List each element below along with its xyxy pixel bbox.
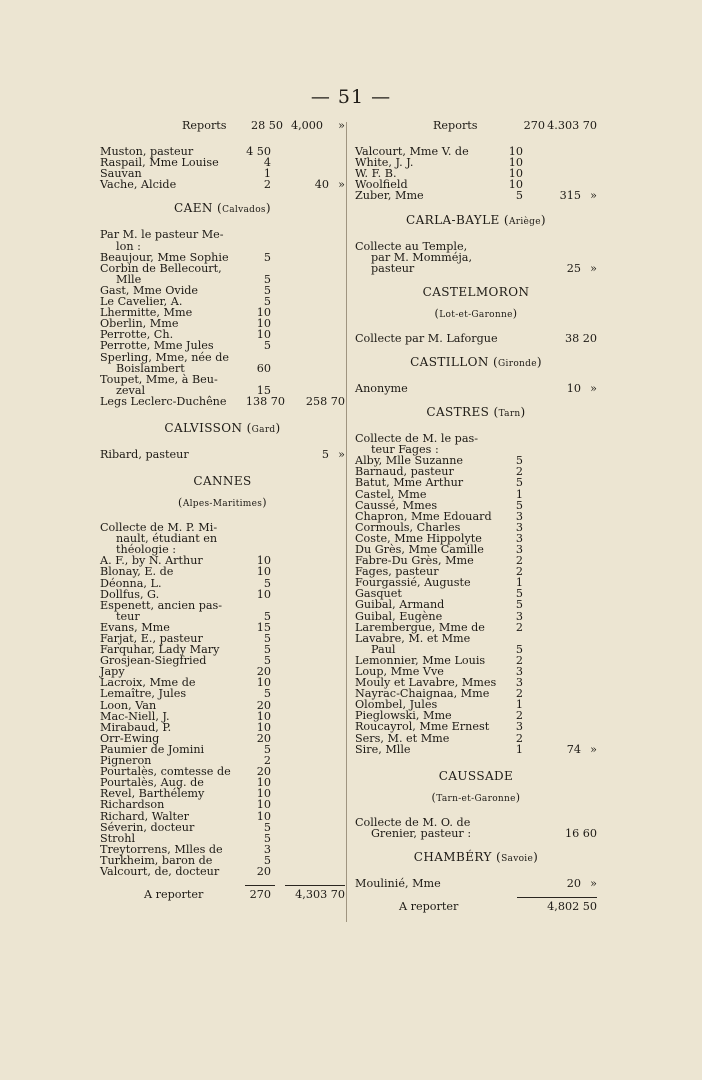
entry-name: Cormouls, Charles	[355, 520, 461, 534]
entry-subtotal-mark: »	[338, 178, 345, 192]
total-rule	[245, 885, 275, 886]
right-group-1	[355, 146, 597, 201]
entry-amount: 3	[515, 676, 523, 690]
entry-amount: 1	[515, 576, 523, 590]
entry-amount: 10	[256, 306, 271, 320]
a-reporter-value-1: 270	[249, 888, 271, 902]
page-number: — 51 —	[310, 86, 392, 108]
list-item	[100, 700, 345, 711]
entry-amount: 2	[515, 465, 523, 479]
entry-name: Pigneron	[100, 754, 152, 768]
entry-subtotal: 16 60	[564, 826, 597, 840]
caussade-lines	[355, 817, 597, 839]
moulinie-line	[355, 878, 597, 889]
entry-amount: 15	[256, 383, 271, 397]
entry-name: White, J. J.	[355, 156, 414, 170]
entry-amount: 10	[508, 156, 523, 170]
entry-name: Strohl	[100, 831, 136, 845]
entry-amount: 5	[263, 632, 271, 645]
entry-amount: 5	[263, 250, 271, 264]
entry-subtotal: 40	[314, 178, 329, 192]
entry-text: Collecte au Temple,	[355, 239, 468, 253]
entry-name: Turkheim, baron de	[100, 853, 213, 867]
entry-subtotal: 20	[566, 876, 581, 890]
entry-name: Mac-Niell, J.	[100, 709, 170, 723]
entry-name: Olombel, Jules	[355, 698, 438, 712]
entry-name: Roucayrol, Mme Ernest	[355, 720, 490, 734]
entry-amount: 10	[256, 798, 271, 812]
list-item	[100, 811, 345, 822]
entry-amount: 5	[263, 687, 271, 701]
entry-name: Lemaître, Jules	[100, 687, 187, 701]
carla-bayle-lines	[355, 241, 597, 274]
entry-name: Toupet, Mme, à Beu-	[100, 372, 218, 386]
entry-name: Lacroix, Mme de	[100, 676, 196, 690]
right-column	[355, 120, 597, 912]
entry-name: Batut, Mme Arthur	[355, 476, 464, 490]
entry-amount: 5	[263, 609, 271, 623]
entry-name: Muston, pasteur	[100, 145, 194, 159]
entry-amount: 10	[256, 554, 271, 568]
entry-name: Anonyme	[355, 381, 408, 395]
section-heading-cannes: CANNES	[193, 474, 252, 489]
list-item	[100, 566, 345, 577]
entry-name: Nayrac-Chaignaa, Mme	[355, 687, 490, 701]
entry-amount: 15	[256, 620, 271, 634]
entry-amount: 3	[515, 520, 523, 534]
section-heading-caen: CAEN (Calvados)	[174, 201, 271, 216]
entry-subtotal: 25	[566, 261, 581, 275]
reports-label: Reports	[433, 119, 478, 132]
entry-amount: 10	[256, 709, 271, 723]
text-line	[100, 229, 345, 240]
text-line	[355, 828, 597, 839]
entry-amount: 5	[515, 642, 523, 656]
a-reporter-label: A reporter	[144, 888, 204, 902]
entry-name: Mouly et Lavabre, Mmes	[355, 676, 497, 690]
entry-amount: 5	[263, 831, 271, 845]
entry-name: Vache, Alcide	[100, 178, 177, 192]
section-subheading-castelmoron: (Lot-et-Garonne)	[434, 306, 518, 320]
entry-amount: 3	[515, 531, 523, 545]
entry-text: Par M. le pasteur Me-	[100, 228, 224, 242]
list-item	[100, 866, 345, 877]
list-item	[100, 179, 345, 190]
reports-value-1: 28 50	[250, 119, 283, 132]
entry-text: Grenier, pasteur :	[371, 826, 472, 840]
list-item	[100, 655, 345, 666]
list-item	[355, 611, 597, 622]
entry-name: Alby, Mlle Suzanne	[355, 454, 464, 468]
a-reporter-line	[100, 889, 345, 900]
entry-subtotal-mark: »	[590, 876, 597, 890]
entry-text: teur Fages :	[371, 443, 439, 457]
entry-name: Ribard, pasteur	[100, 447, 189, 461]
castres-list	[355, 455, 597, 755]
entry-name: Sers, M. et Mme	[355, 731, 450, 745]
left-column	[100, 120, 345, 900]
entry-text: pasteur	[371, 261, 415, 275]
text-line	[355, 263, 597, 274]
entry-name: Collecte par M. Laforgue	[355, 331, 498, 345]
entry-amount: 20	[256, 765, 271, 779]
entry-amount: 3	[515, 609, 523, 623]
entry-subtotal-mark: »	[338, 447, 345, 461]
entry-name: Lhermitte, Mme	[100, 306, 193, 320]
entry-subtotal: 258 70	[305, 394, 345, 408]
entry-amount: 10	[508, 167, 523, 181]
entry-subtotal: 5	[321, 447, 329, 461]
text-line	[100, 241, 345, 252]
column-divider	[346, 122, 347, 922]
entry-name: Dollfus, G.	[100, 587, 160, 601]
entry-amount: 2	[515, 620, 523, 634]
entry-name: Loup, Mme Vve	[355, 665, 444, 678]
list-item	[100, 340, 345, 351]
entry-name: Valcourt, de, docteur	[100, 864, 220, 878]
section-subheading-caussade: (Tarn-et-Garonne)	[431, 790, 521, 804]
entry-name: Japy	[100, 665, 125, 679]
list-item	[100, 352, 345, 363]
entry-amount: 5	[515, 587, 523, 601]
a-reporter-value-2: 4,303 70	[295, 888, 345, 902]
entry-name: Espenett, ancien pas-	[100, 598, 223, 612]
entry-name: Paul	[371, 642, 396, 656]
entry-amount: 2	[515, 653, 523, 667]
entry-amount: 5	[263, 576, 271, 590]
entry-amount: 10	[508, 145, 523, 159]
total-rule	[517, 897, 597, 898]
entry-name: zeval	[116, 383, 146, 397]
entry-name: Treytorrens, Mlles de	[100, 842, 223, 856]
reports-line	[355, 120, 597, 131]
entry-amount: 1	[263, 167, 271, 181]
entry-amount: 3	[515, 542, 523, 556]
entry-name: Larembergue, Mme de	[355, 620, 485, 634]
section-heading-calvisson: CALVISSON (Gard)	[164, 420, 281, 435]
entry-text: par M. Momméja,	[371, 250, 473, 264]
entry-amount: 1	[515, 698, 523, 712]
entry-amount: 5	[263, 654, 271, 668]
entry-name: A. F., by N. Arthur	[100, 554, 203, 568]
castres-intro	[355, 433, 597, 455]
entry-name: Lemonnier, Mme Louis	[355, 653, 486, 667]
list-item	[355, 190, 597, 201]
entry-name: Du Grès, Mme Camille	[355, 542, 484, 556]
entry-amount: 20	[256, 731, 271, 745]
entry-name: Guibal, Eugène	[355, 609, 443, 623]
entry-amount: 10	[256, 565, 271, 579]
entry-amount: 5	[263, 742, 271, 756]
section-heading-chambery: CHAMBÉRY (Savoie)	[413, 849, 539, 864]
entry-name: Evans, Mme	[100, 620, 170, 634]
entry-name: Barnaud, pasteur	[355, 465, 454, 479]
a-reporter-label: A reporter	[399, 900, 459, 914]
reports-line	[100, 120, 345, 131]
entry-amount: 5	[515, 476, 523, 490]
entry-name: Paumier de Jomini	[100, 742, 205, 756]
entry-name: Revel, Barthélemy	[100, 787, 205, 801]
list-item	[100, 688, 345, 699]
entry-amount: 10	[256, 587, 271, 601]
entry-subtotal: 38 20	[564, 331, 597, 345]
entry-name: Déonna, L.	[100, 576, 162, 590]
entry-name: Lavabre, M. et Mme	[355, 631, 471, 645]
entry-amount: 4 50	[246, 145, 271, 159]
a-reporter-line	[355, 901, 597, 912]
entry-name: Fourgassié, Auguste	[355, 576, 471, 590]
entry-amount: 5	[263, 295, 271, 309]
entry-amount: 5	[263, 853, 271, 867]
section-heading-caussade: CAUSSADE	[438, 768, 514, 783]
list-item	[100, 578, 345, 589]
entry-name: Richardson	[100, 798, 165, 812]
entry-name: Pieglowski, Mme	[355, 709, 452, 723]
entry-amount: 5	[515, 598, 523, 612]
castelmoron-line	[355, 333, 597, 344]
entry-name: Zuber, Mme	[355, 189, 424, 203]
entry-amount: 10	[256, 787, 271, 801]
entry-amount: 10	[256, 317, 271, 331]
entry-name: Beaujour, Mme Sophie	[100, 250, 229, 264]
entry-name: Legs Leclerc-Duchêne	[100, 394, 227, 408]
a-reporter-value: 4,802 50	[547, 900, 597, 914]
entry-name: Séverin, docteur	[100, 820, 195, 834]
reports-value-1: 270	[523, 119, 545, 132]
entry-amount: 5	[515, 498, 523, 512]
total-rule	[285, 885, 345, 886]
entry-amount: 60	[256, 361, 271, 375]
entry-subtotal-mark: »	[590, 189, 597, 203]
anonyme-line	[355, 383, 597, 394]
entry-name: Raspail, Mme Louise	[100, 156, 219, 170]
entry-name: Sire, Mlle	[355, 742, 411, 756]
entry-amount: 138 70	[245, 394, 285, 408]
entry-name: Richard, Walter	[100, 809, 190, 823]
list-item	[100, 799, 345, 810]
cannes-intro	[100, 522, 345, 555]
entry-amount: 2	[263, 178, 271, 192]
entry-amount: 10	[256, 328, 271, 342]
entry-text: nault, étudiant en	[116, 532, 218, 546]
entry-name: Pourtalès, comtesse de	[100, 765, 231, 779]
cannes-list	[100, 555, 345, 877]
entry-name: Gasquet	[355, 587, 402, 601]
left-group-1	[100, 146, 345, 190]
entry-amount: 10	[256, 676, 271, 690]
entry-amount: 20	[256, 864, 271, 878]
entry-name: Chapron, Mme Edouard	[355, 509, 492, 523]
entry-name: Gast, Mme Ovide	[100, 283, 199, 297]
entry-subtotal-mark: »	[590, 742, 597, 756]
entry-name: W. F. B.	[355, 167, 397, 181]
section-heading-castillon: CASTILLON (Gironde)	[410, 354, 542, 369]
section-subheading-cannes: (Alpes-Maritimes)	[178, 496, 267, 510]
entry-amount: 10	[256, 776, 271, 790]
entry-amount: 2	[515, 554, 523, 568]
list-item	[355, 599, 597, 610]
entry-amount: 10	[256, 720, 271, 734]
entry-name: Farquhar, Lady Mary	[100, 643, 220, 657]
list-item	[355, 721, 597, 732]
entry-name: Sauvan	[100, 167, 142, 181]
list-item	[100, 822, 345, 833]
entry-amount: 4	[263, 156, 271, 170]
entry-amount: 2	[515, 687, 523, 701]
entry-name: teur	[116, 609, 140, 623]
entry-amount: 3	[515, 509, 523, 523]
entry-amount: 10	[256, 809, 271, 823]
list-item	[355, 733, 597, 744]
entry-name: Castel, Mme	[355, 487, 427, 501]
entry-amount: 20	[256, 698, 271, 712]
entry-name: Fages, pasteur	[355, 565, 439, 579]
entry-name: Guibal, Armand	[355, 598, 445, 612]
entry-amount: 3	[515, 665, 523, 678]
entry-amount: 5	[263, 272, 271, 286]
list-item	[355, 489, 597, 500]
reports-label: Reports	[182, 119, 227, 132]
entry-amount: 5	[263, 283, 271, 297]
list-item	[355, 744, 597, 755]
reports-value-2: 4.303 70	[547, 119, 597, 132]
text-line	[355, 241, 597, 252]
entry-name: Sperling, Mme, née de	[100, 350, 230, 364]
entry-name: Oberlin, Mme	[100, 317, 179, 331]
caen-list	[100, 252, 345, 396]
entry-subtotal-mark: »	[590, 261, 597, 275]
entry-subtotal: 10	[566, 381, 581, 395]
entry-name: Grosjean-Siegfried	[100, 654, 207, 668]
entry-name: Valcourt, Mme V. de	[355, 145, 469, 159]
entry-name: Orr-Ewing	[100, 731, 160, 745]
entry-name: Coste, Mme Hippolyte	[355, 531, 482, 545]
entry-amount: 5	[515, 189, 523, 203]
entry-amount: 2	[515, 709, 523, 723]
entry-subtotal-mark: »	[590, 381, 597, 395]
entry-amount: 2	[515, 565, 523, 579]
entry-name: Perrotte, Mme Jules	[100, 339, 214, 353]
entry-name: Perrotte, Ch.	[100, 328, 174, 342]
entry-text: Collecte de M. O. de	[355, 815, 471, 829]
entry-name: Farjat, E., pasteur	[100, 632, 203, 645]
entry-amount: 10	[508, 178, 523, 192]
section-heading-castres: CASTRES (Tarn)	[426, 405, 526, 420]
entry-text: Collecte de M. le pas-	[355, 432, 479, 446]
entry-subtotal: 315	[559, 189, 581, 203]
entry-amount: 5	[515, 454, 523, 468]
entry-name: Le Cavelier, A.	[100, 295, 183, 309]
entry-amount: 5	[263, 820, 271, 834]
section-heading-castelmoron: CASTELMORON	[422, 284, 530, 299]
caen-intro	[100, 229, 345, 251]
entry-amount: 1	[515, 742, 523, 756]
list-item	[355, 477, 597, 488]
entry-name: Mirabaud, P.	[100, 720, 172, 734]
legs-line	[100, 396, 345, 407]
entry-name: Mlle	[116, 272, 142, 286]
section-heading-carla-bayle: CARLA-BAYLE (Ariège)	[406, 212, 546, 227]
entry-name: Moulinié, Mme	[355, 876, 441, 890]
entry-amount: 3	[263, 842, 271, 856]
entry-text: lon :	[116, 239, 141, 253]
entry-amount: 5	[263, 643, 271, 657]
entry-name: Blonay, E. de	[100, 565, 174, 579]
entry-name: Caussé, Mmes	[355, 498, 438, 512]
entry-name: Pourtalès, Aug. de	[100, 776, 204, 790]
reports-value-3: »	[338, 119, 345, 132]
entry-amount: 20	[256, 665, 271, 679]
entry-text: théologie :	[116, 543, 177, 557]
entry-text: Collecte de M. P. Mi-	[100, 521, 218, 535]
entry-amount: 2	[263, 754, 271, 768]
entry-name: Woolfield	[355, 178, 408, 192]
entry-name: Fabre-Du Grès, Mme	[355, 554, 474, 568]
entry-name: Loon, Van	[100, 698, 157, 712]
ribard-line	[100, 449, 345, 460]
entry-name: Corbin de Bellecourt,	[100, 261, 222, 275]
entry-amount: 5	[263, 339, 271, 353]
entry-name: Boislambert	[116, 361, 185, 375]
reports-value-2: 4,000	[290, 119, 323, 132]
entry-subtotal: 74	[566, 742, 581, 756]
entry-amount: 2	[515, 731, 523, 745]
entry-amount: 1	[515, 487, 523, 501]
entry-amount: 3	[515, 720, 523, 734]
